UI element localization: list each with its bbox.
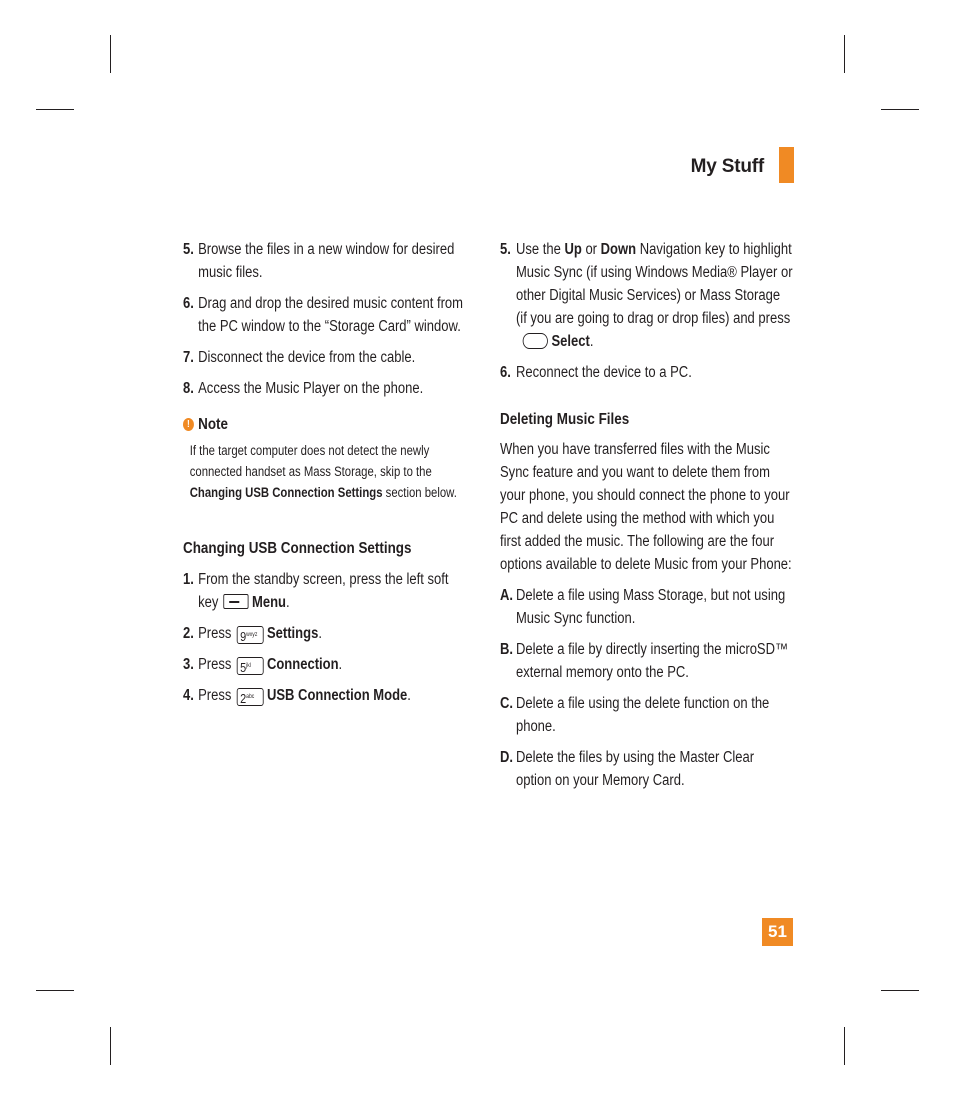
- crop-mark: [110, 35, 111, 73]
- key-2-icon: [237, 688, 264, 706]
- left-soft-key-icon: [223, 594, 248, 609]
- list-item: [183, 377, 471, 400]
- exclamation-icon: !: [183, 418, 194, 431]
- list-item: [183, 238, 471, 284]
- key-digit: 5: [240, 660, 247, 675]
- crop-mark: [881, 990, 919, 991]
- list-item: [183, 292, 471, 338]
- section-tab-marker: [779, 147, 794, 183]
- up-key-label: Up: [564, 241, 582, 258]
- step-number: 2.: [183, 625, 194, 642]
- punctuation: .: [318, 625, 322, 642]
- list-item: [500, 746, 793, 792]
- note-title: Note: [198, 416, 228, 433]
- list-item: [500, 638, 793, 684]
- key-9-icon: [237, 626, 264, 644]
- step-text: Press: [198, 656, 232, 673]
- punctuation: .: [285, 594, 290, 611]
- note-heading: [183, 413, 471, 436]
- right-column: [500, 238, 793, 800]
- list-item: [183, 684, 471, 707]
- step-number: 3.: [183, 656, 194, 673]
- step-number: 6.: [500, 364, 511, 381]
- note-body: [190, 440, 471, 503]
- step-number: 7.: [183, 349, 194, 366]
- section-title: My Stuff: [690, 156, 764, 177]
- list-item: [500, 238, 793, 353]
- option-letter: D.: [500, 749, 514, 766]
- crop-mark: [844, 1027, 845, 1065]
- step-text: From the standby screen, press the left soft key: [198, 571, 449, 611]
- step-text: Drag and drop the desired music content from the PC window to the “Storage Card” window.: [198, 295, 463, 335]
- settings-label: Settings: [266, 625, 319, 642]
- list-item: [183, 622, 471, 645]
- crop-mark: [110, 1027, 111, 1065]
- key-5-icon: [237, 657, 264, 675]
- step-text: Reconnect the device to a PC.: [515, 364, 692, 381]
- key-letters: wxyz: [246, 632, 258, 638]
- menu-label: Menu: [251, 594, 286, 611]
- note-text: If the target computer does not detect the newly connected handset as Mass Storage, skip to the: [189, 443, 432, 479]
- option-letter: B.: [500, 641, 514, 658]
- step-text: Browse the files in a new window for desired music files.: [198, 241, 455, 281]
- list-item: [500, 361, 793, 384]
- step-number: 5.: [500, 241, 511, 258]
- crop-mark: [844, 35, 845, 73]
- step-number: 1.: [183, 571, 194, 588]
- option-text: Delete a file using the delete function on the phone.: [515, 695, 770, 735]
- step-text: Press: [198, 625, 232, 642]
- option-letter: C.: [500, 695, 514, 712]
- connection-label: Connection: [266, 656, 339, 673]
- option-text: Delete a file using Mass Storage, but not using Music Sync function.: [515, 587, 786, 627]
- step-text: Disconnect the device from the cable.: [198, 349, 416, 366]
- step-number: 4.: [183, 687, 194, 704]
- punctuation: .: [589, 333, 594, 350]
- key-digit: 2: [240, 691, 247, 706]
- crop-mark: [881, 109, 919, 110]
- crop-mark: [36, 990, 74, 991]
- step-number: 8.: [183, 380, 194, 397]
- usb-mode-label: USB Connection Mode: [266, 687, 408, 704]
- punctuation: .: [338, 656, 343, 673]
- step-text: Use the: [515, 241, 565, 258]
- key-letters: abc: [246, 694, 255, 700]
- ok-key-icon: [523, 333, 548, 349]
- punctuation: .: [407, 687, 411, 704]
- note-text: section below.: [382, 485, 457, 500]
- step-text: Navigation key to highlight Music Sync (if using Windows Media® Player or other Digital Music Services) or Mass Storage (if you are going to drag or drop files) and press: [515, 241, 793, 327]
- step-number: 5.: [183, 241, 194, 258]
- step-number: 6.: [183, 295, 194, 312]
- list-item: [183, 568, 471, 614]
- step-text: Access the Music Player on the phone.: [198, 380, 424, 397]
- note-link-text: Changing USB Connection Settings: [189, 485, 383, 500]
- key-digit: 9: [240, 629, 247, 644]
- page-number: 51: [762, 918, 793, 946]
- down-key-label: Down: [600, 241, 637, 258]
- option-text: Delete a file by directly inserting the microSD™ external memory onto the PC.: [515, 641, 789, 681]
- list-item: [183, 346, 471, 369]
- list-item: [500, 584, 793, 630]
- crop-mark: [36, 109, 74, 110]
- key-letters: jkl: [246, 663, 251, 669]
- list-item: [183, 653, 471, 676]
- step-text: Press: [198, 687, 232, 704]
- left-column: [183, 238, 471, 715]
- option-letter: A.: [500, 587, 514, 604]
- step-text: or: [581, 241, 601, 258]
- list-item: [500, 692, 793, 738]
- option-text: Delete the files by using the Master Clear option on your Memory Card.: [515, 749, 755, 789]
- select-label: Select: [551, 333, 590, 350]
- deleting-heading: Deleting Music Files: [500, 411, 630, 428]
- deleting-intro: When you have transferred files with the Music Sync feature and you want to delete them from your phone, you should connect the phone to your PC and delete using the method with which you first added the music. The following are the four options available to delete Music from your Phone:: [500, 441, 792, 573]
- usb-settings-heading: Changing USB Connection Settings: [183, 540, 412, 557]
